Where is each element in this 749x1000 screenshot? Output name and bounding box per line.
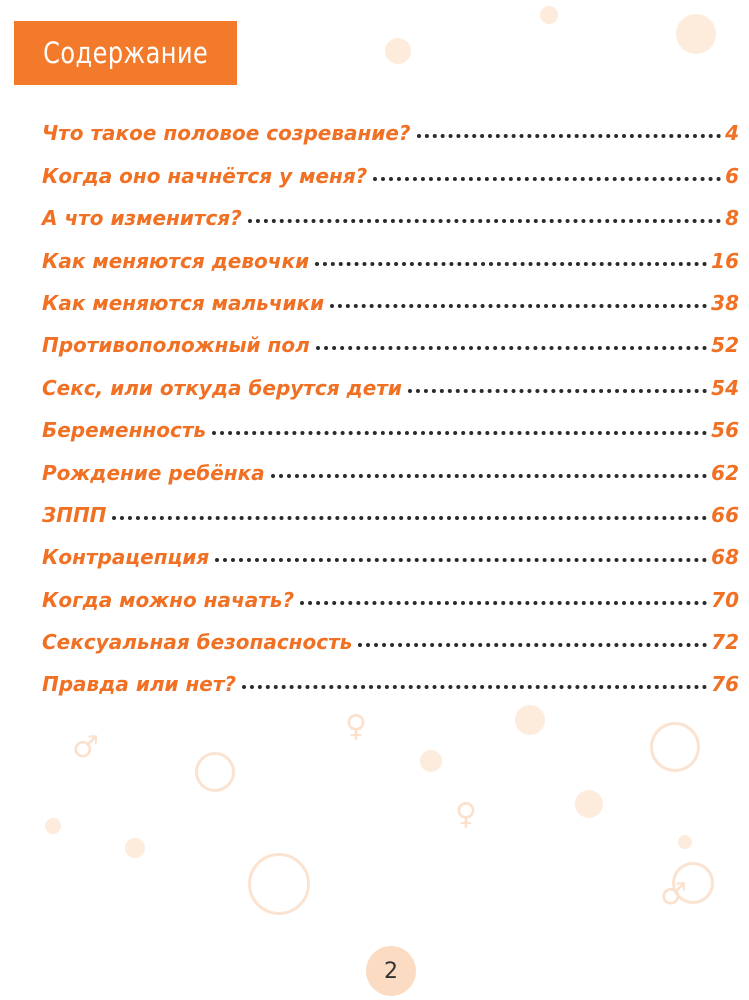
dot-leader [417,134,722,138]
toc-entry-page: 38 [711,290,739,315]
dot-leader [408,389,707,393]
table-of-contents [42,103,739,696]
toc-entry-label: Как меняются мальчики [42,290,325,315]
toc-entry-page: 72 [711,630,739,655]
dot-leader [373,177,721,181]
male-symbol-icon: ♂ [660,877,687,912]
toc-entry[interactable] [42,485,739,527]
toc-entry[interactable] [42,654,739,696]
toc-entry-page: 66 [711,502,739,527]
toc-entry-page: 6 [725,163,739,188]
toc-entry-page: 52 [711,333,739,358]
page-number [366,946,416,996]
toc-entry[interactable] [42,400,739,442]
toc-entry[interactable] [42,103,739,145]
female-symbol-icon: ♀ [345,709,367,744]
toc-entry[interactable] [42,357,739,399]
decor-dot [420,750,442,772]
toc-entry-page: 54 [711,375,739,400]
toc-entry-label: А что изменится? [42,206,242,231]
toc-entry-page: 8 [725,206,739,231]
decor-dot [678,835,692,849]
dot-leader [300,601,707,605]
dot-leader [271,474,707,478]
decor-dot [575,790,603,818]
page-title: Содержание [42,36,209,70]
male-symbol-icon: ♂ [72,730,99,765]
toc-entry-label: Беременность [42,418,207,443]
toc-entry[interactable] [42,442,739,484]
toc-entry-label: Противоположный пол [42,333,310,358]
toc-entry-label: Правда или нет? [42,672,237,697]
dot-leader [242,685,707,689]
decor-dot [45,818,61,834]
toc-entry-label: Рождение ребёнка [42,460,265,485]
toc-entry[interactable] [42,569,739,611]
dot-leader [358,643,707,647]
decor-ring [248,853,310,915]
toc-entry[interactable] [42,527,739,569]
decor-ring [195,752,235,792]
toc-entry-label: Сексуальная безопасность [42,630,353,655]
dot-leader [316,346,707,350]
toc-entry-page: 70 [711,587,739,612]
decor-dot [515,705,545,735]
toc-entry-page: 62 [711,460,739,485]
toc-entry[interactable] [42,612,739,654]
toc-entry-label: Что такое половое созревание? [42,121,411,146]
toc-entry-label: ЗППП [42,502,107,527]
toc-entry-label: Как меняются девочки [42,248,310,273]
dot-leader [248,219,721,223]
decor-dot [125,838,145,858]
toc-entry[interactable] [42,273,739,315]
toc-entry-label: Секс, или откуда берутся дети [42,375,402,400]
toc-entry[interactable] [42,230,739,272]
toc-entry[interactable] [42,145,739,187]
toc-entry-page: 4 [725,121,739,146]
page-number-text: 2 [384,958,398,984]
decor-ring [650,722,700,772]
toc-entry-label: Когда можно начать? [42,587,295,612]
decor-dot [676,14,716,54]
dot-leader [112,516,707,520]
toc-entry-page: 16 [711,248,739,273]
toc-entry-label: Когда оно начнётся у меня? [42,163,368,188]
dot-leader [215,558,707,562]
toc-entry-label: Контрацепция [42,545,210,570]
female-symbol-icon: ♀ [455,797,477,832]
toc-entry-page: 68 [711,545,739,570]
toc-entry-page: 56 [711,418,739,443]
decor-dot [385,38,411,64]
section-title-banner [14,21,237,85]
decor-dot [540,6,558,24]
dot-leader [330,304,707,308]
toc-entry[interactable] [42,315,739,357]
toc-entry-page: 76 [711,672,739,697]
dot-leader [212,431,707,435]
toc-entry[interactable] [42,188,739,230]
dot-leader [315,262,707,266]
